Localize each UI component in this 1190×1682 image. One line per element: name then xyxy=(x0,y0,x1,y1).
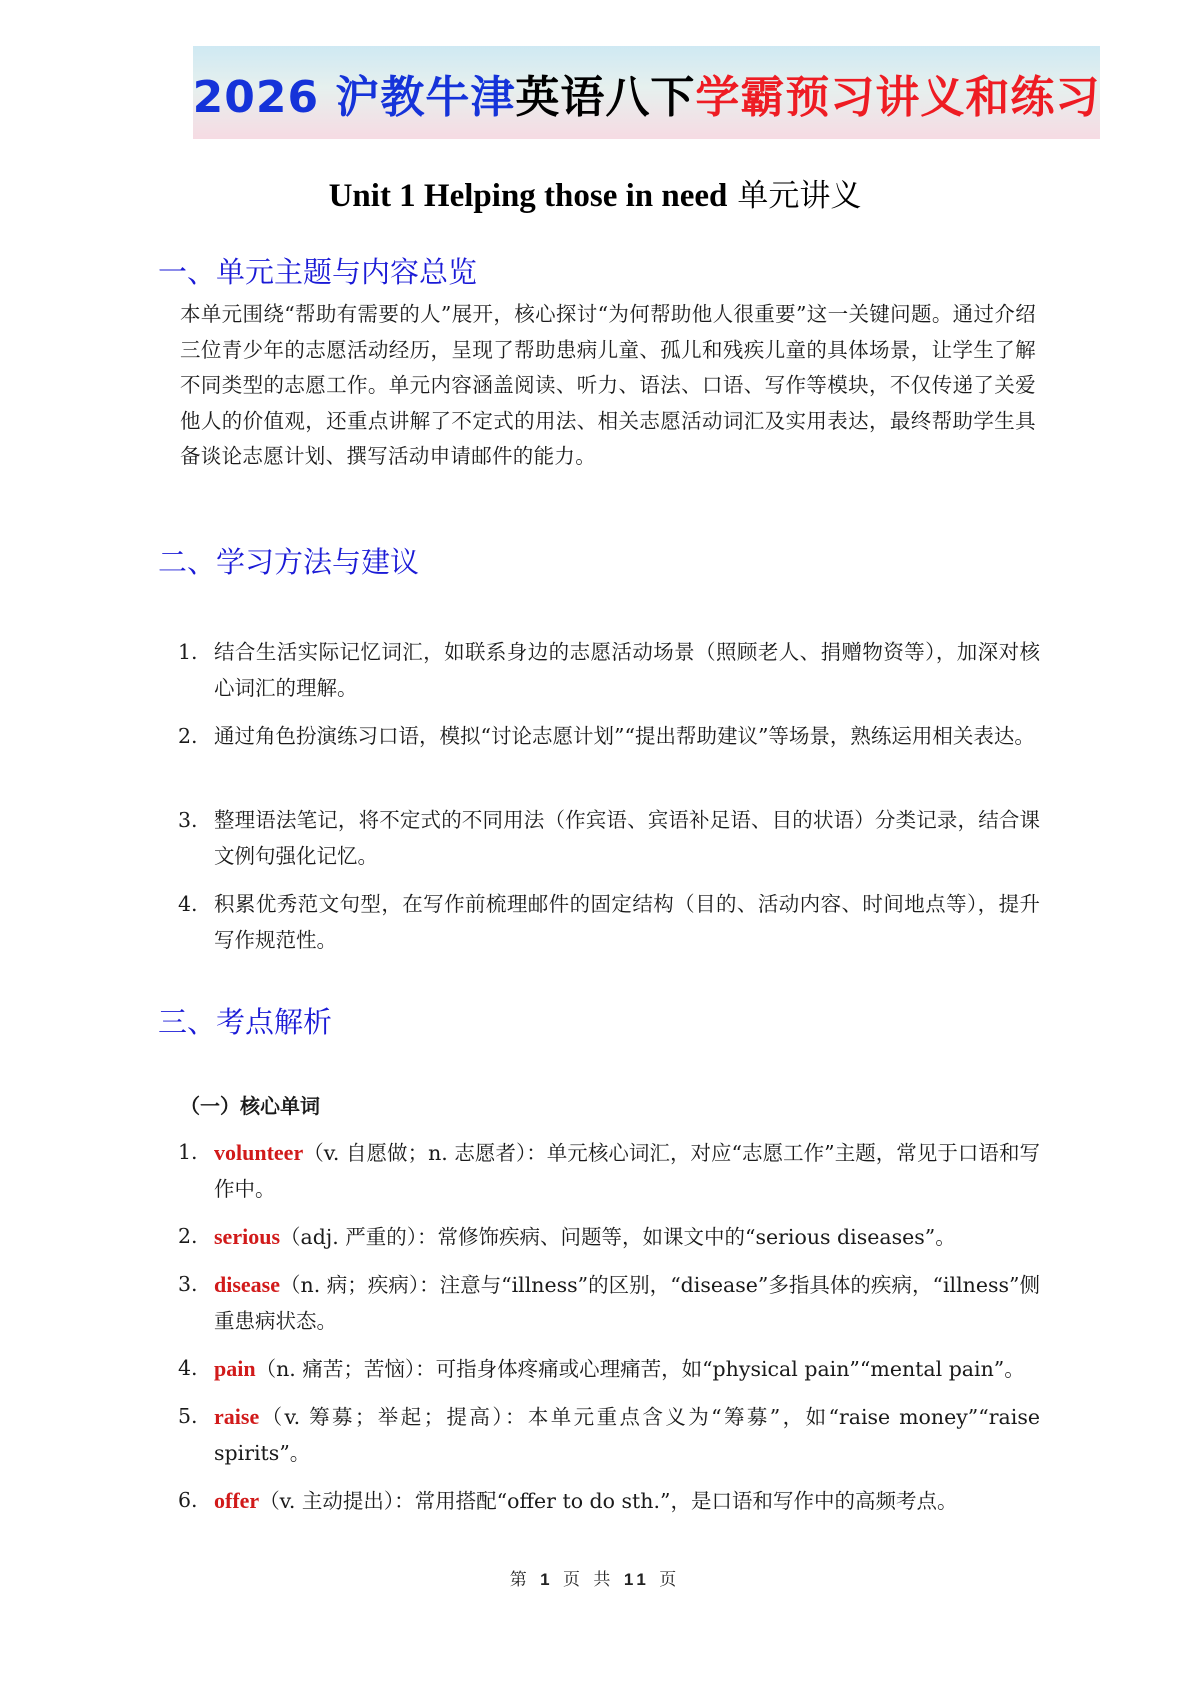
list-item-text: 通过角色扮演练习口语，模拟“讨论志愿计划”“提出帮助建议”等场景，熟练运用相关表达。 xyxy=(214,724,1035,748)
vocab-word: pain xyxy=(214,1356,256,1381)
section-2-heading: 二、学习方法与建议 xyxy=(158,545,420,579)
vocab-item xyxy=(178,1135,1040,1207)
vocab-number: 4. xyxy=(178,1356,198,1380)
section-3-heading: 三、考点解析 xyxy=(158,1005,333,1039)
section-1-body: 本单元围绕“帮助有需要的人”展开，核心探讨“为何帮助他人很重要”这一关键问题。通过介绍三位青少年的志愿活动经历，呈现了帮助患病儿童、孤儿和残疾儿童的具体场景，让学生了解不同类型的志愿工作。单元内容涵盖阅读、听力、语法、口语、写作等模块，不仅传递了关爱他人的价值观，还重点讲解了不定式的用法、相关志愿活动词汇及实用表达，最终帮助学生具备谈论志愿计划、撰写活动申请邮件的能力。 xyxy=(180,302,1036,468)
vocab-item xyxy=(178,1483,1040,1520)
footer-total-pages: 11 xyxy=(623,1570,650,1589)
vocab-item xyxy=(178,1399,1040,1471)
list-item-number: 1. xyxy=(178,640,198,664)
list-item-number: 4. xyxy=(178,892,198,916)
vocab-number: 1. xyxy=(178,1140,198,1164)
footer-pre: 第 xyxy=(509,1570,531,1590)
vocab-item xyxy=(178,1351,1040,1388)
vocab-text xyxy=(214,1135,1040,1207)
page-title-cn: 单元讲义 xyxy=(737,178,862,214)
banner-part-2: 英语八下 xyxy=(515,71,696,123)
vocab-item xyxy=(178,1219,1040,1256)
vocab-item xyxy=(178,1267,1040,1339)
list-item xyxy=(178,719,1040,755)
vocab-definition: （v. 筹募；举起；提高）：本单元重点含义为“筹募”，如“raise money”“raise spirits”。 xyxy=(214,1405,1040,1465)
footer-post: 页 xyxy=(659,1570,681,1590)
banner-part-1: 2026 沪教牛津 xyxy=(192,71,516,123)
vocab-definition: （n. 病；疾病）：注意与“illness”的区别，“disease”多指具体的疾病，“illness”侧重患病状态。 xyxy=(214,1273,1040,1333)
vocab-number: 3. xyxy=(178,1272,198,1296)
vocab-text xyxy=(214,1267,1040,1339)
list-item-number: 2. xyxy=(178,724,198,748)
footer-mid: 页 共 xyxy=(563,1570,615,1590)
list-item xyxy=(178,803,1040,874)
page-title xyxy=(0,170,1190,215)
list-item-text: 结合生活实际记忆词汇，如联系身边的志愿活动场景（照顾老人、捐赠物资等），加深对核心词汇的理解。 xyxy=(214,640,1040,700)
vocab-definition: （adj. 严重的）：常修饰疾病、问题等，如课文中的“serious diseases”。 xyxy=(280,1225,956,1249)
vocab-text xyxy=(214,1219,1040,1256)
vocab-text xyxy=(214,1483,1040,1520)
banner-part-3: 学霸预习讲义和练习 xyxy=(695,71,1101,123)
vocab-text xyxy=(214,1351,1040,1388)
vocab-definition: （n. 痛苦；苦恼）：可指身体疼痛或心理痛苦，如“physical pain”“mental pain”。 xyxy=(255,1357,1025,1381)
vocab-text xyxy=(214,1399,1040,1471)
vocab-definition: （v. 主动提出）：常用搭配“offer to do sth.”，是口语和写作中的高频考点。 xyxy=(259,1489,958,1513)
list-item xyxy=(178,635,1040,706)
vocab-number: 2. xyxy=(178,1224,198,1248)
vocab-number: 6. xyxy=(178,1488,198,1512)
vocab-word: offer xyxy=(214,1488,260,1513)
list-item xyxy=(178,887,1040,958)
page-title-en: Unit 1 Helping those in need xyxy=(328,178,728,214)
header-banner xyxy=(193,46,1100,139)
footer-page-number: 1 xyxy=(540,1570,554,1589)
vocab-word: disease xyxy=(214,1272,280,1297)
list-item-text: 整理语法笔记，将不定式的不同用法（作宾语、宾语补足语、目的状语）分类记录，结合课文例句强化记忆。 xyxy=(214,808,1040,868)
list-item-text: 积累优秀范文句型，在写作前梳理邮件的固定结构（目的、活动内容、时间地点等），提升写作规范性。 xyxy=(214,892,1040,952)
vocab-word: serious xyxy=(214,1224,280,1249)
vocab-word: volunteer xyxy=(214,1140,304,1165)
vocab-word: raise xyxy=(214,1404,260,1429)
section-3-subheading: （一）核心单词 xyxy=(180,1094,320,1118)
list-item-number: 3. xyxy=(178,808,198,832)
section-1-heading: 一、单元主题与内容总览 xyxy=(158,255,478,289)
vocab-definition: （v. 自愿做；n. 志愿者）：单元核心词汇，对应“志愿工作”主题，常见于口语和写作中。 xyxy=(214,1141,1040,1201)
vocab-number: 5. xyxy=(178,1404,198,1428)
page-footer xyxy=(0,1565,1190,1590)
